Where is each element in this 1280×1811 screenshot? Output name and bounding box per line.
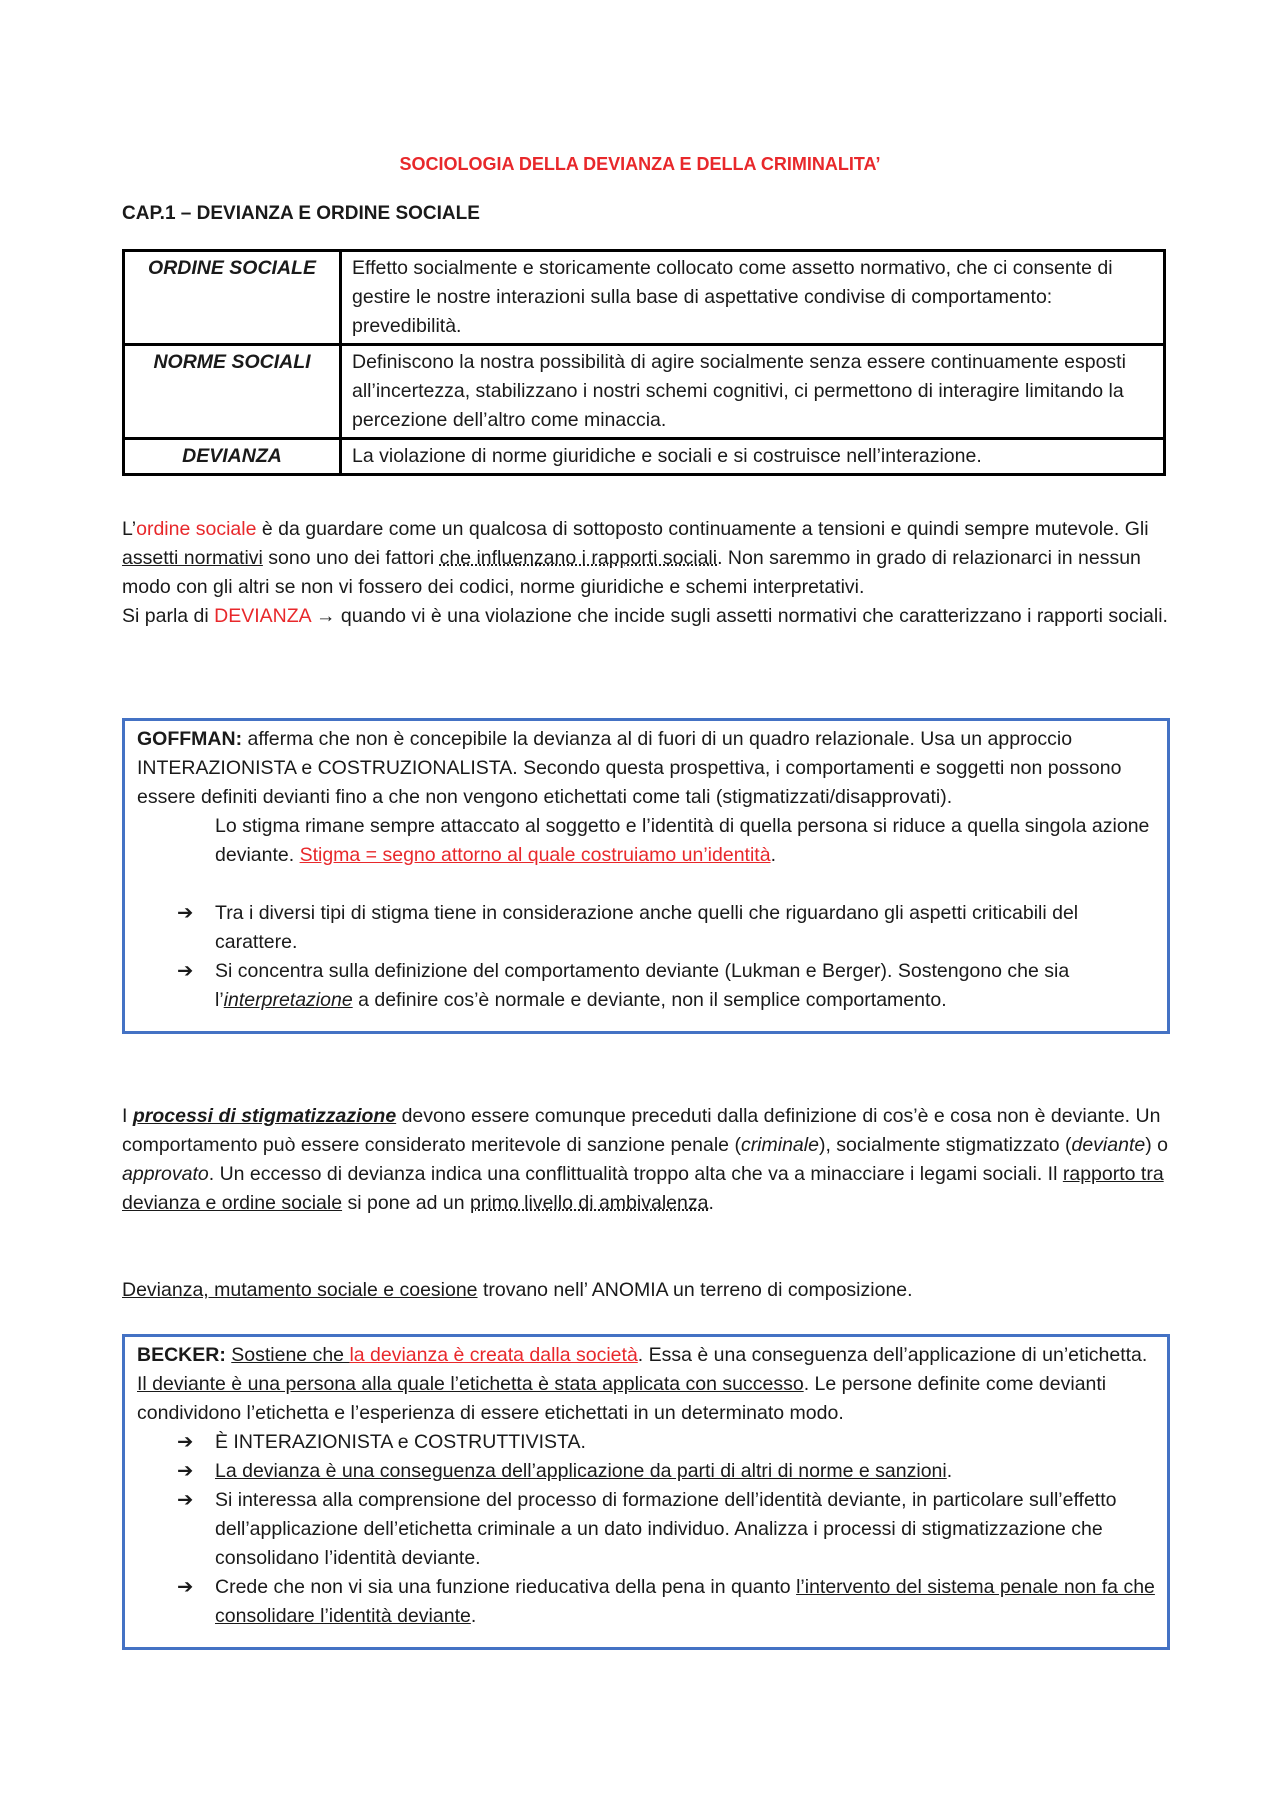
document-title: SOCIOLOGIA DELLA DEVIANZA E DELLA CRIMINALITA’ (399, 154, 881, 174)
arrow-icon: ➔ (177, 1576, 194, 1598)
goffman-box (122, 718, 1170, 1034)
highlight-text: Stigma = segno attorno al quale costruiamo un’identità (299, 844, 771, 866)
arrow-icon: ➔ (177, 960, 194, 982)
paragraph-anomia: Devianza, mutamento sociale e coesione trovano nell’ ANOMIA un terreno di composizione. (122, 1279, 913, 1301)
table-row (124, 251, 1165, 345)
definition-cell: Definiscono la nostra possibilità di agire socialmente senza essere continuamente esposti all’incertezza, stabilizzano i nostri schemi cognitivi, ci permettono di interagire limitando la percezione dell’altro come minaccia. (341, 345, 1165, 439)
goffman-stigma: Lo stigma rimane sempre attaccato al soggetto e l’identità di quella persona si riduce a quella singola azione deviante. Stigma = segno attorno al quale costruiamo un’identità. (215, 815, 1150, 866)
becker-intro: BECKER: Sostiene che la devianza è creata dalla società. Essa è una conseguenza dell’applicazione di un’etichetta. Il deviante è una persona alla quale l’etichetta è stata applicata con successo. Le persone definite come devianti condividono l’etichetta e l’esperienza di essere etichettati in un determinato modo. (137, 1344, 1148, 1424)
arrow-icon: ➔ (177, 1431, 194, 1453)
goffman-bullets (137, 899, 1155, 1015)
definitions-table (122, 249, 1166, 476)
chapter-heading: CAP.1 – DEVIANZA E ORDINE SOCIALE (122, 203, 480, 224)
arrow-icon: ➔ (177, 902, 194, 924)
definition-cell: La violazione di norme giuridiche e sociali e si costruisce nell’interazione. (341, 439, 1165, 475)
term-cell: NORME SOCIALI (124, 345, 341, 439)
term-cell: ORDINE SOCIALE (124, 251, 341, 345)
goffman-intro: GOFFMAN: afferma che non è concepibile la devianza al di fuori di un quadro relazionale. Usa un approccio INTERAZIONISTA e COSTRUZIONALISTA. Secondo questa prospettiva, i comportamenti e soggetti non possono essere definiti devianti fino a che non vengono etichettati come tali (stigmatizzati/disapprovati). (137, 728, 1122, 808)
list-item: ➔ Crede che non vi sia una funzione rieducativa della pena in quanto l’intervento del sistema penale non fa che consolidare l’identità deviante. (137, 1573, 1155, 1631)
becker-box (122, 1334, 1170, 1650)
table-row (124, 439, 1165, 475)
list-item: ➔ Si concentra sulla definizione del comportamento deviante (Lukman e Berger). Sostengono che sia l’interpretazione a definire cos’è normale e deviante, non il semplice comportamento. (137, 957, 1155, 1015)
term-cell: DEVIANZA (124, 439, 341, 475)
highlight-text: ordine sociale (136, 518, 257, 540)
list-item: ➔ Tra i diversi tipi di stigma tiene in considerazione anche quelli che riguardano gli aspetti criticabili del carattere. (137, 899, 1155, 957)
definition-cell: Effetto socialmente e storicamente collocato come assetto normativo, che ci consente di gestire le nostre interazioni sulla base di aspettative condivise di comportamento: prevedibilità. (341, 251, 1165, 345)
highlight-text: DEVIANZA (214, 605, 311, 627)
paragraph-stigmatizzazione: I processi di stigmatizzazione devono essere comunque preceduti dalla definizione di cos’è e cosa non è deviante. Un comportamento può essere considerato meritevole di sanzione penale (criminale), socialmente stigmatizzato (deviante) o approvato. Un eccesso di devianza indica una conflittualità troppo alta che va a minacciare i legami sociali. Il rapporto tra devianza e ordine sociale si pone ad un primo livello di ambivalenza. (122, 1105, 1168, 1214)
paragraph-ordine-sociale: L’ordine sociale è da guardare come un qualcosa di sottoposto continuamente a tensioni e quindi sempre mutevole. Gli assetti normativi sono uno dei fattori che influenzano i rapporti sociali. Non saremmo in grado di relazionarci in nessun modo con gli altri se non vi fossero dei codici, norme giuridiche e schemi interpretativi. Si parla di DEVIANZA → quando vi è una violazione che incide sugli assetti normativi che caratterizzano i rapporti sociali. (122, 518, 1168, 627)
table-row (124, 345, 1165, 439)
highlight-text: la devianza è creata dalla società (349, 1344, 638, 1366)
list-item: ➔ La devianza è una conseguenza dell’applicazione da parti di altri di norme e sanzioni. (137, 1457, 1155, 1486)
arrow-icon: ➔ (177, 1489, 194, 1511)
list-item: ➔ Si interessa alla comprensione del processo di formazione dell’identità deviante, in particolare sull’effetto dell’applicazione dell’etichetta criminale a un dato individuo. Analizza i processi di stigmatizzazione che consolidano l’identità deviante. (137, 1486, 1155, 1573)
list-item: ➔ È INTERAZIONISTA e COSTRUTTIVISTA. (137, 1428, 1155, 1457)
arrow-icon: ➔ (177, 1460, 194, 1482)
becker-bullets (137, 1428, 1155, 1631)
